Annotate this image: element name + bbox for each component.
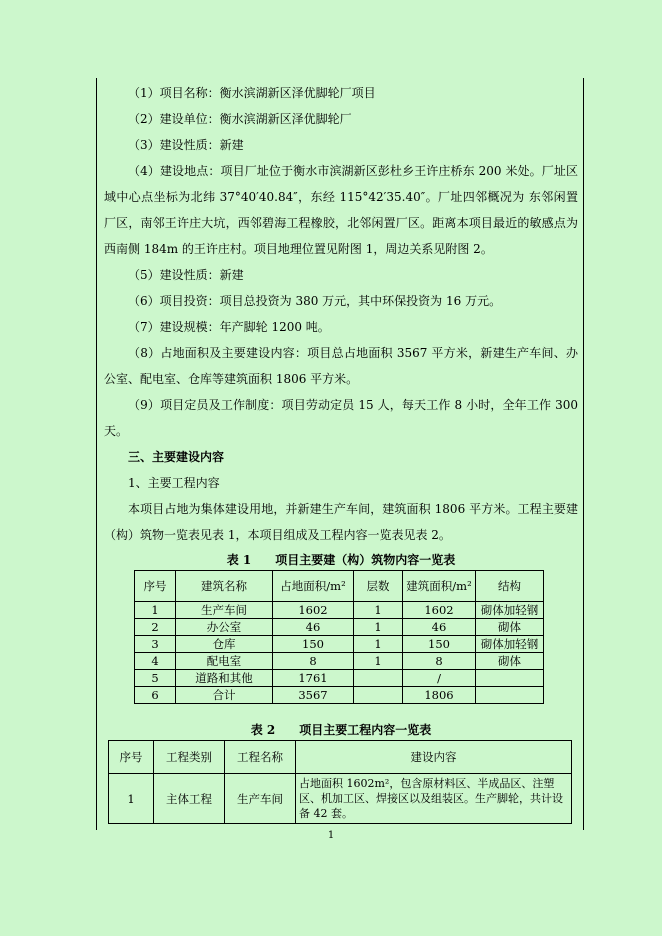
document-body bbox=[104, 80, 578, 824]
table-cell bbox=[476, 670, 544, 687]
table-cell: 46 bbox=[273, 619, 354, 636]
table-cell: 办公室 bbox=[176, 619, 273, 636]
table-cell: 8 bbox=[273, 653, 354, 670]
table1-header-cell: 建筑面积/m² bbox=[403, 571, 476, 602]
table-cell: 150 bbox=[403, 636, 476, 653]
table1 bbox=[134, 570, 544, 704]
table2-header-cell: 工程类别 bbox=[154, 741, 225, 774]
table-cell: 仓库 bbox=[176, 636, 273, 653]
paragraph-construction-nature-2: （5）建设性质：新建 bbox=[128, 268, 244, 282]
table-cell: 1 bbox=[135, 602, 176, 619]
table-cell: 合计 bbox=[176, 687, 273, 704]
table-cell: 1 bbox=[109, 774, 154, 824]
section-heading: 三、主要建设内容 bbox=[128, 450, 225, 464]
page-number: 1 bbox=[327, 830, 335, 841]
table-cell: 1806 bbox=[403, 687, 476, 704]
paragraph-scale: （7）建设规模：年产脚轮 1200 吨。 bbox=[128, 320, 330, 334]
table2-header-cell: 建设内容 bbox=[296, 741, 572, 774]
table-cell: 46 bbox=[403, 619, 476, 636]
paragraph-construction-location: （4）建设地点：项目厂址位于衡水市滨湖新区彭杜乡王许庄桥东 200 米处。厂址区域中心点坐标为北纬 37°40′40.84″，东经 115°42′35.40″。厂址四邻概况为 东邻闲置厂区，南邻王许庄大坑，西邻碧海工程橡胶，北邻闲置厂区。距离本项目最近的敏感点为西南侧 184m 的王许庄村。项目地理位置见附图 1，周边关系见附图 2。 bbox=[104, 164, 578, 256]
paragraph-project-name: （1）项目名称：衡水滨湖新区泽优脚轮厂项目 bbox=[128, 86, 376, 100]
table-cell: 5 bbox=[135, 670, 176, 687]
table-row bbox=[135, 636, 544, 653]
table-cell: 砌体加轻钢 bbox=[476, 602, 544, 619]
paragraph-investment: （6）项目投资：项目总投资为 380 万元，其中环保投资为 16 万元。 bbox=[128, 294, 502, 308]
table-cell bbox=[476, 687, 544, 704]
table2 bbox=[108, 740, 572, 824]
table-cell: 占地面积 1602m²，包含原材料区、半成品区、注塑区、机加工区、焊接区以及组装区。生产脚轮，共计设备 42 套。 bbox=[296, 774, 572, 824]
table1-header-cell: 层数 bbox=[354, 571, 403, 602]
table1-header-cell: 占地面积/m² bbox=[273, 571, 354, 602]
table2-caption: 表 2 项目主要工程内容一览表 bbox=[250, 723, 432, 737]
paragraph-area: （8）占地面积及主要建设内容：项目总占地面积 3567 平方米，新建生产车间、办公室、配电室、仓库等建筑面积 1806 平方米。 bbox=[104, 346, 578, 386]
table1-header-cell: 序号 bbox=[135, 571, 176, 602]
paragraph-staffing: （9）项目定员及工作制度：项目劳动定员 15 人，每天工作 8 小时，全年工作 300 天。 bbox=[104, 398, 578, 438]
table1-header-row bbox=[135, 571, 544, 602]
table-row bbox=[135, 602, 544, 619]
table1-header-cell: 结构 bbox=[476, 571, 544, 602]
table-cell: 1761 bbox=[273, 670, 354, 687]
table-cell: 主体工程 bbox=[154, 774, 225, 824]
table-row bbox=[135, 653, 544, 670]
table-row bbox=[109, 774, 572, 824]
subheading: 1、主要工程内容 bbox=[128, 476, 220, 490]
table-cell: / bbox=[403, 670, 476, 687]
table-cell: 1 bbox=[354, 653, 403, 670]
table-cell: 3567 bbox=[273, 687, 354, 704]
table2-header-cell: 工程名称 bbox=[225, 741, 296, 774]
table-cell: 8 bbox=[403, 653, 476, 670]
intro-paragraph: 本项目占地为集体建设用地，并新建生产车间，建筑面积 1806 平方米。工程主要建（构）筑物一览表见表 1，本项目组成及工程内容一览表见表 2。 bbox=[104, 502, 578, 542]
table-row bbox=[135, 619, 544, 636]
table-cell: 砌体 bbox=[476, 653, 544, 670]
table-cell: 1 bbox=[354, 602, 403, 619]
table-cell: 道路和其他 bbox=[176, 670, 273, 687]
table-cell: 2 bbox=[135, 619, 176, 636]
paragraph-construction-nature: （3）建设性质：新建 bbox=[128, 138, 244, 152]
table-row bbox=[135, 687, 544, 704]
table-cell: 配电室 bbox=[176, 653, 273, 670]
table2-header-row bbox=[109, 741, 572, 774]
table-cell: 砌体 bbox=[476, 619, 544, 636]
table-cell: 生产车间 bbox=[225, 774, 296, 824]
table-cell: 生产车间 bbox=[176, 602, 273, 619]
table-cell: 3 bbox=[135, 636, 176, 653]
paragraph-construction-unit: （2）建设单位：衡水滨湖新区泽优脚轮厂 bbox=[128, 112, 352, 126]
table1-header-cell: 建筑名称 bbox=[176, 571, 273, 602]
table-cell: 6 bbox=[135, 687, 176, 704]
table-cell bbox=[354, 670, 403, 687]
table-cell: 1 bbox=[354, 636, 403, 653]
table2-header-cell: 序号 bbox=[109, 741, 154, 774]
table-cell: 砌体加轻钢 bbox=[476, 636, 544, 653]
table-row bbox=[135, 670, 544, 687]
table-cell: 1602 bbox=[273, 602, 354, 619]
table-cell: 1 bbox=[354, 619, 403, 636]
table1-caption: 表 1 项目主要建（构）筑物内容一览表 bbox=[226, 553, 456, 567]
table-cell: 4 bbox=[135, 653, 176, 670]
table-cell bbox=[354, 687, 403, 704]
table-cell: 150 bbox=[273, 636, 354, 653]
table-cell: 1602 bbox=[403, 602, 476, 619]
